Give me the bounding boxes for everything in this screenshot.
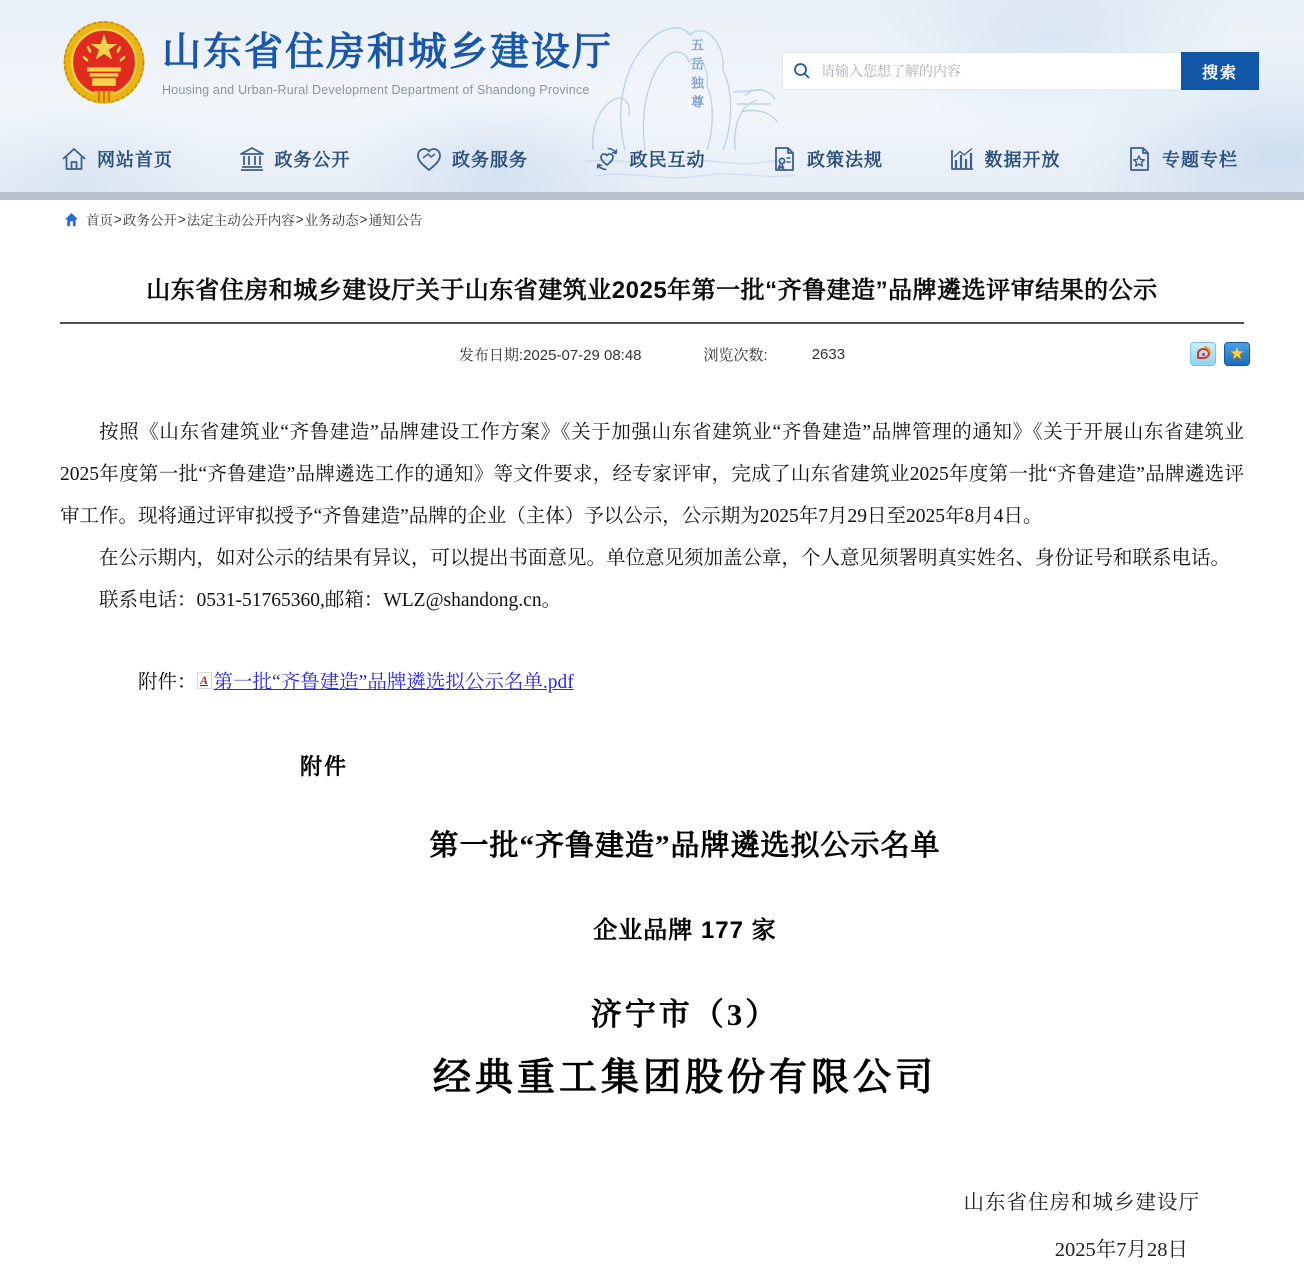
nav-label: 政务公开 xyxy=(274,150,351,170)
pdf-appendix-label: 附件 xyxy=(300,754,349,780)
breadcrumb-separator: > xyxy=(295,211,304,227)
search-icon xyxy=(783,61,821,81)
attachment-pdf-link[interactable] xyxy=(197,666,574,694)
breadcrumb-separator: > xyxy=(359,211,368,227)
article-body xyxy=(60,412,1244,623)
title-divider xyxy=(60,322,1244,324)
signature-block xyxy=(60,1185,1244,1262)
breadcrumb-separator: > xyxy=(114,211,122,227)
paragraph: 按照《山东省建筑业“齐鲁建造”品牌建设工作方案》《关于加强山东省建筑业“齐鲁建造”品牌管理的通知》《关于开展山东省建筑业2025年度第一批“齐鲁建造”品牌遴选工作的通知》等文件要求，经专家评审，完成了山东省建筑业2025年度第一批“齐鲁建造”品牌遴选评审工作。现将通过评审拟授予“齐鲁建造”品牌的企业（主体）予以公示，公示期为2025年7月29日至2025年8月4日。 xyxy=(60,421,1244,527)
home-icon xyxy=(60,145,88,173)
special-topics-icon xyxy=(1125,145,1153,173)
site-header xyxy=(0,0,1304,192)
signature-date: 2025年7月28日 xyxy=(1054,1239,1188,1262)
main-nav xyxy=(0,134,1304,184)
search-bar xyxy=(782,52,1260,90)
article-content xyxy=(0,274,1304,1262)
paragraph: 联系电话：0531-51765360,邮箱：WLZ@shandong.cn。 xyxy=(99,590,562,612)
site-title: 山东省住房和城乡建设厅 xyxy=(162,31,614,75)
nav-item-gov-service[interactable] xyxy=(415,145,528,173)
breadcrumb-home-icon xyxy=(64,212,79,227)
article-title: 山东省住房和城乡建设厅关于山东省建筑业2025年第一批“齐鲁建造”品牌遴选评审结果的公示 xyxy=(146,277,1158,304)
pdf-list-title: 第一批“齐鲁建造”品牌遴选拟公示名单 xyxy=(429,830,941,863)
search-button[interactable]: 搜索 xyxy=(1181,52,1259,90)
nav-item-gov-disclosure[interactable] xyxy=(238,145,351,173)
pdf-company-name: 经典重工集团股份有限公司 xyxy=(432,1057,937,1100)
attachment-link-text: 第一批“齐鲁建造”品牌遴选拟公示名单.pdf xyxy=(213,672,574,694)
article-meta xyxy=(60,342,1244,368)
qzone-share-icon[interactable]: ★ xyxy=(1224,342,1250,366)
breadcrumb-item[interactable]: 业务动态 xyxy=(304,213,359,228)
search-input[interactable] xyxy=(821,53,1181,89)
attachment-label: 附件： xyxy=(138,672,197,694)
breadcrumb-item[interactable]: 首页 xyxy=(86,213,113,228)
pdf-city-heading: 济宁市（3） xyxy=(590,997,780,1033)
views-label: 浏览次数: xyxy=(703,347,768,365)
nav-label: 政务服务 xyxy=(452,150,528,170)
public-interaction-icon xyxy=(593,145,621,173)
nav-label: 政策法规 xyxy=(807,150,883,170)
mountain-seal-text: 五岳独尊 xyxy=(689,38,704,114)
nav-item-special-topics[interactable] xyxy=(1125,145,1238,173)
gov-disclosure-icon xyxy=(238,145,266,173)
nav-label: 专题专栏 xyxy=(1162,150,1238,170)
publish-date: 发布日期:2025-07-29 08:48 xyxy=(458,347,642,365)
nav-item-open-data[interactable] xyxy=(948,145,1061,173)
pdf-brand-count: 企业品牌 177 家 xyxy=(593,917,777,945)
policy-law-icon xyxy=(770,145,798,173)
breadcrumb-item[interactable]: 法定主动公开内容 xyxy=(186,213,295,228)
nav-item-home[interactable] xyxy=(60,145,173,173)
breadcrumb xyxy=(0,200,1304,238)
nav-label: 政民互动 xyxy=(629,150,706,170)
weibo-share-icon[interactable] xyxy=(1190,342,1216,366)
open-data-icon xyxy=(948,145,976,173)
attachment-row xyxy=(60,666,1244,694)
views-count: 2633 xyxy=(811,346,846,364)
nav-item-policy-law[interactable] xyxy=(770,145,883,173)
breadcrumb-item[interactable]: 政务公开 xyxy=(122,213,177,228)
paragraph: 在公示期内，如对公示的结果有异议，可以提出书面意见。单位意见须加盖公章，个人意见须署明真实姓名、身份证号和联系电话。 xyxy=(99,547,1231,569)
site-subtitle: Housing and Urban-Rural Development Department of Shandong Province xyxy=(162,82,590,97)
breadcrumb-item[interactable]: 通知公告 xyxy=(368,213,423,228)
pdf-preview xyxy=(300,750,1070,1101)
share-buttons xyxy=(1190,342,1250,366)
nav-label: 数据开放 xyxy=(984,150,1061,170)
national-emblem-logo xyxy=(62,20,146,108)
pdf-file-icon: A xyxy=(197,672,212,689)
signature-department: 山东省住房和城乡建设厅 xyxy=(963,1192,1200,1215)
gov-service-icon xyxy=(415,145,443,173)
breadcrumb-separator: > xyxy=(177,211,186,227)
header-divider-bar xyxy=(0,192,1304,200)
nav-item-public-interaction[interactable] xyxy=(593,145,706,173)
nav-label: 网站首页 xyxy=(97,150,173,170)
site-banner[interactable] xyxy=(62,20,613,108)
